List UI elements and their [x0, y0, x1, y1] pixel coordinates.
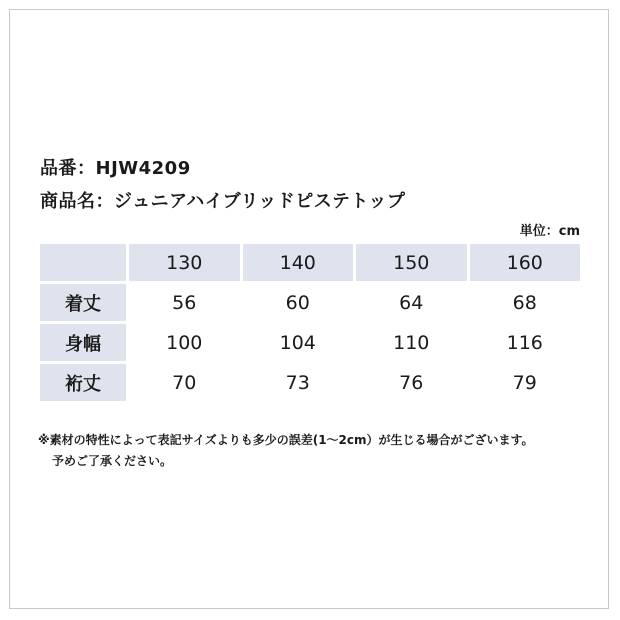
- table-cell: 64: [356, 284, 467, 321]
- row-label-width: 身幅: [40, 324, 126, 361]
- disclaimer-note: [38, 430, 598, 472]
- product-code-value: HJW4209: [95, 158, 191, 179]
- table-cell: 60: [243, 284, 354, 321]
- table-cell: 73: [243, 364, 354, 401]
- size-header-150: 150: [356, 244, 467, 281]
- table-cell: 76: [356, 364, 467, 401]
- table-cell: 56: [129, 284, 240, 321]
- table-row: [40, 364, 580, 401]
- product-name-label: 商品名：: [40, 191, 114, 212]
- size-header-130: 130: [129, 244, 240, 281]
- table-cell: 70: [129, 364, 240, 401]
- size-header-row: [40, 244, 580, 281]
- size-header-160: 160: [470, 244, 581, 281]
- table-cell: 68: [470, 284, 581, 321]
- table-row: [40, 284, 580, 321]
- table-corner-cell: [40, 244, 126, 281]
- row-label-sleeve: 裄丈: [40, 364, 126, 401]
- product-code-line: [40, 154, 191, 180]
- disclaimer-line-2: 予めご了承ください。: [52, 454, 173, 468]
- size-table: [37, 241, 583, 404]
- disclaimer-line-1: ※素材の特性によって表記サイズよりも多少の誤差(1～2cm）が生じる場合がございます。: [38, 433, 534, 447]
- table-cell: 110: [356, 324, 467, 361]
- unit-label: 単位：cm: [519, 224, 580, 239]
- product-name-line: [40, 187, 405, 213]
- product-code-label: 品番：: [40, 158, 96, 179]
- row-label-length: 着丈: [40, 284, 126, 321]
- table-cell: 104: [243, 324, 354, 361]
- table-row: [40, 324, 580, 361]
- size-header-140: 140: [243, 244, 354, 281]
- table-cell: 100: [129, 324, 240, 361]
- product-name-value: ジュニアハイブリッドピステトップ: [114, 191, 406, 212]
- table-cell: 116: [470, 324, 581, 361]
- table-cell: 79: [470, 364, 581, 401]
